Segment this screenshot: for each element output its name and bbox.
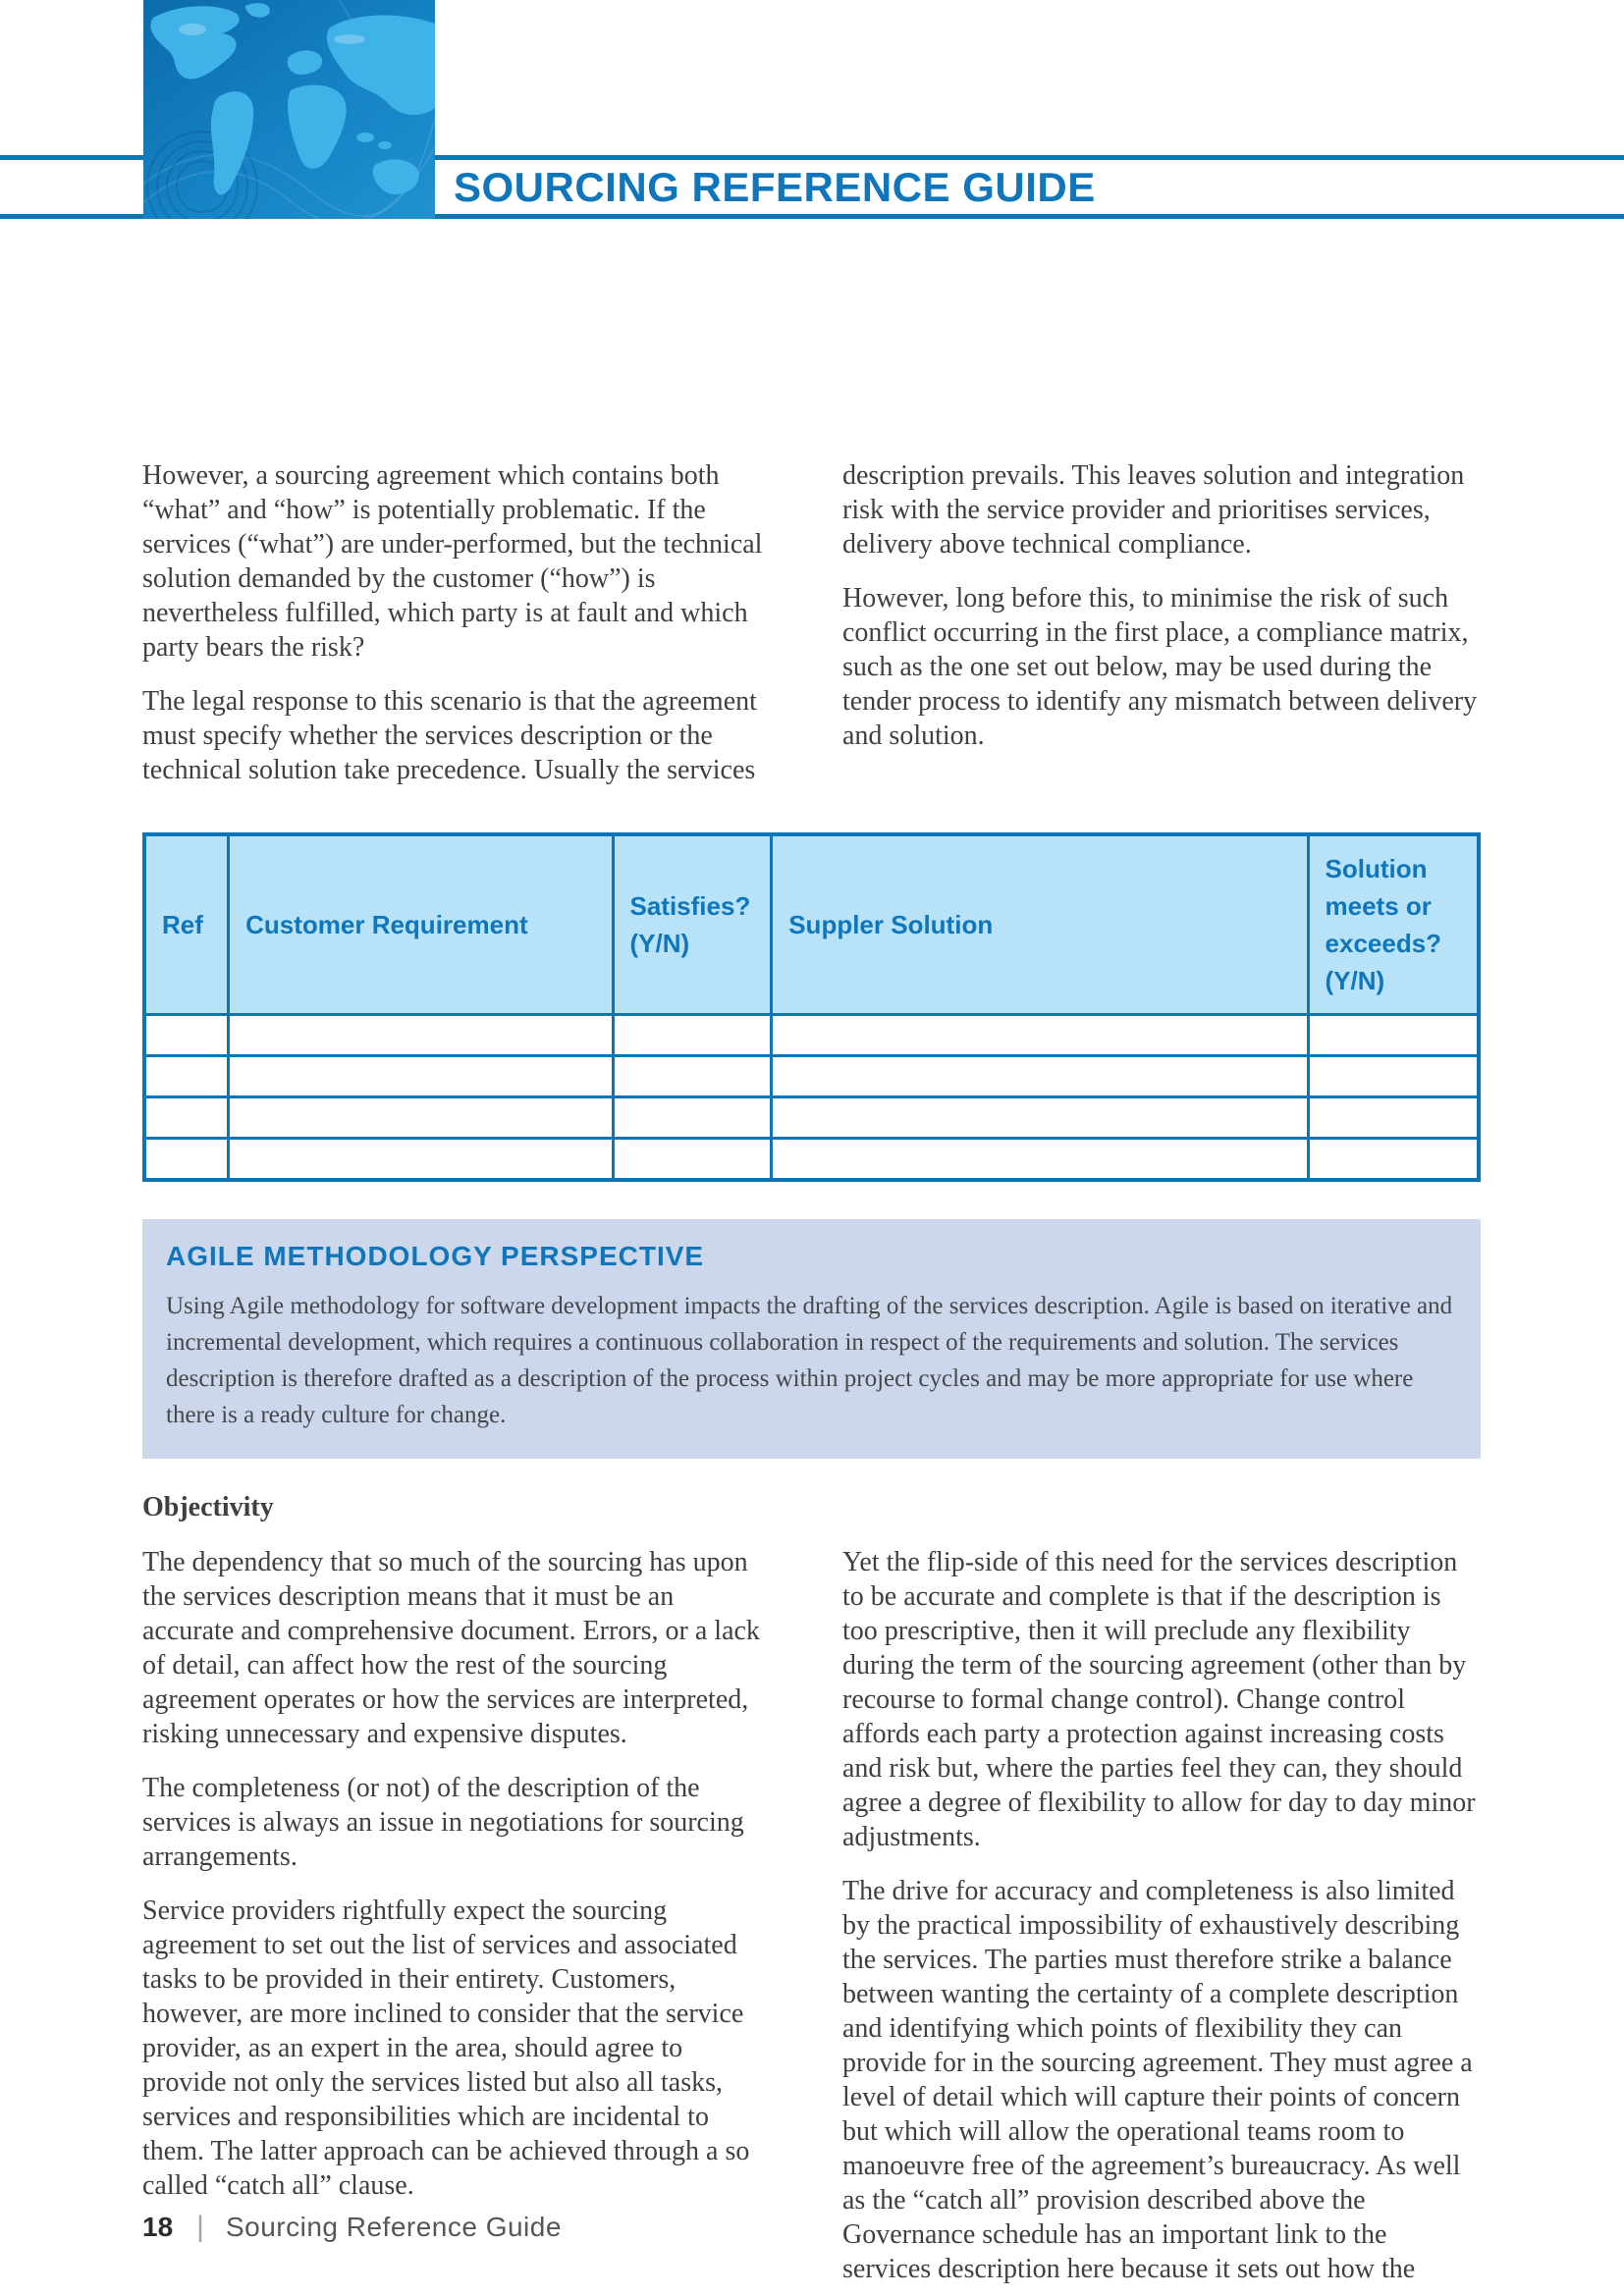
column-header-satisfies: Satisfies? (Y/N) <box>613 834 772 1015</box>
table-cell <box>772 1015 1308 1056</box>
table-cell <box>613 1097 772 1139</box>
paragraph: The completeness (or not) of the description of the services is always an issue in negotiations for sourcing arrangements. <box>142 1773 744 1872</box>
table-cell <box>1308 1139 1479 1181</box>
intro-left-column <box>142 458 766 787</box>
paragraph: description prevails. This leaves solution and integration risk with the service provider and prioritises services, delivery above technical compliance. <box>842 460 1465 560</box>
intro-section <box>142 458 1481 787</box>
table-cell <box>144 1015 229 1056</box>
paragraph: Service providers rightfully expect the sourcing agreement to set out the list of services and associated tasks to be provided in their entirety. Customers, however, are more inclined to consider that the service provider, as an expert in the area, should agree to provide not only the services listed but also all tasks, services and responsibilities which are incidental to them. The latter approach can be achieved through a so called “catch all” clause. <box>142 1896 750 2201</box>
column-header-customer-requirement: Customer Requirement <box>229 834 613 1015</box>
table-row <box>144 1139 1479 1181</box>
footer-document-title: Sourcing Reference Guide <box>225 2212 562 2242</box>
world-map-image <box>143 0 435 219</box>
table-cell <box>1308 1097 1479 1139</box>
agile-perspective-callout <box>142 1219 1481 1459</box>
paragraph: The drive for accuracy and completeness is also limited by the practical impossibility of exhaustively describing the services. The parties must therefore strike a balance between wanting the certainty of a complete description and identifying which points of flexibility they can provide for in the sourcing agreement. They must agree a level of detail which will capture their points of concern but which will allow the operational teams room to manoeuvre free of the agreement’s bureaucracy. As well as the “catch all” provision described above the Governance schedule has an important link to the services description here because it sets out how the <box>842 1876 1473 2284</box>
objectivity-right-column <box>842 1545 1481 2286</box>
table-cell <box>772 1056 1308 1097</box>
objectivity-section <box>142 1492 1481 2286</box>
paragraph: The legal response to this scenario is that the agreement must specify whether the services description or the technical solution take precedence. Usually the services <box>142 686 757 785</box>
paragraph: However, long before this, to minimise the risk of such conflict occurring in the first place, a compliance matrix, such as the one set out below, may be used during the tender process to identify any mismatch between delivery and solution. <box>842 583 1478 751</box>
page-number: 18 <box>142 2212 174 2242</box>
table-row <box>144 1056 1479 1097</box>
callout-body: Using Agile methodology for software development impacts the drafting of the services description. Agile is based on iterative and incremental development, which requires a continuous collaboration in respect of the requirements and solution. The services description is therefore drafted as a description of the process within project cycles and may be more appropriate for use where there is a ready culture for change. <box>166 1293 1453 1428</box>
paragraph: Yet the flip-side of this need for the services description to be accurate and complete is that if the description is too prescriptive, then it will preclude any flexibility during the term of the sourcing agreement (other than by recourse to formal change control). Change control affords each party a protection against increasing costs and risk but, where the parties feel they can, they should agree a degree of flexibility to allow for day to day minor adjustments. <box>842 1547 1476 1852</box>
paragraph: However, a sourcing agreement which contains both “what” and “how” is potentially problematic. If the services (“what”) are under-performed, but the technical solution demanded by the customer (“how”) is nevertheless fulfilled, which party is at fault and which party bears the risk? <box>142 460 763 663</box>
objectivity-left-column <box>142 1545 766 2286</box>
table-cell <box>144 1056 229 1097</box>
table-cell <box>144 1097 229 1139</box>
table-cell <box>613 1139 772 1181</box>
world-map-graphic <box>143 0 435 219</box>
table-cell <box>1308 1056 1479 1097</box>
table-row <box>144 1015 1479 1056</box>
table-cell <box>229 1139 613 1181</box>
column-header-solution-meets: Solution meets or exceeds? (Y/N) <box>1308 834 1479 1015</box>
paragraph: The dependency that so much of the sourcing has upon the services description means that it must be an accurate and comprehensive document. Errors, or a lack of detail, can affect how the rest of the sourcing agreement operates or how the services are interpreted, risking unnecessary and expensive disputes. <box>142 1547 760 1749</box>
compliance-matrix-table <box>142 832 1481 1182</box>
table-cell <box>613 1056 772 1097</box>
intro-right-column <box>842 458 1481 787</box>
section-heading: Objectivity <box>142 1492 274 1522</box>
table-cell <box>1308 1015 1479 1056</box>
table-header-row <box>144 834 1479 1015</box>
table-cell <box>229 1015 613 1056</box>
page-content <box>142 458 1481 2286</box>
page-title: SOURCING REFERENCE GUIDE <box>454 164 1096 210</box>
table-cell <box>772 1139 1308 1181</box>
column-header-ref: Ref <box>144 834 229 1015</box>
table-cell <box>613 1015 772 1056</box>
table-cell <box>229 1056 613 1097</box>
table-cell <box>772 1097 1308 1139</box>
callout-title: AGILE METHODOLOGY PERSPECTIVE <box>166 1241 705 1271</box>
table-cell <box>229 1097 613 1139</box>
page-footer <box>142 2211 562 2244</box>
table-row <box>144 1097 1479 1139</box>
column-header-supplier-solution: Suppler Solution <box>772 834 1308 1015</box>
table-cell <box>144 1139 229 1181</box>
footer-separator: | <box>196 2211 204 2243</box>
